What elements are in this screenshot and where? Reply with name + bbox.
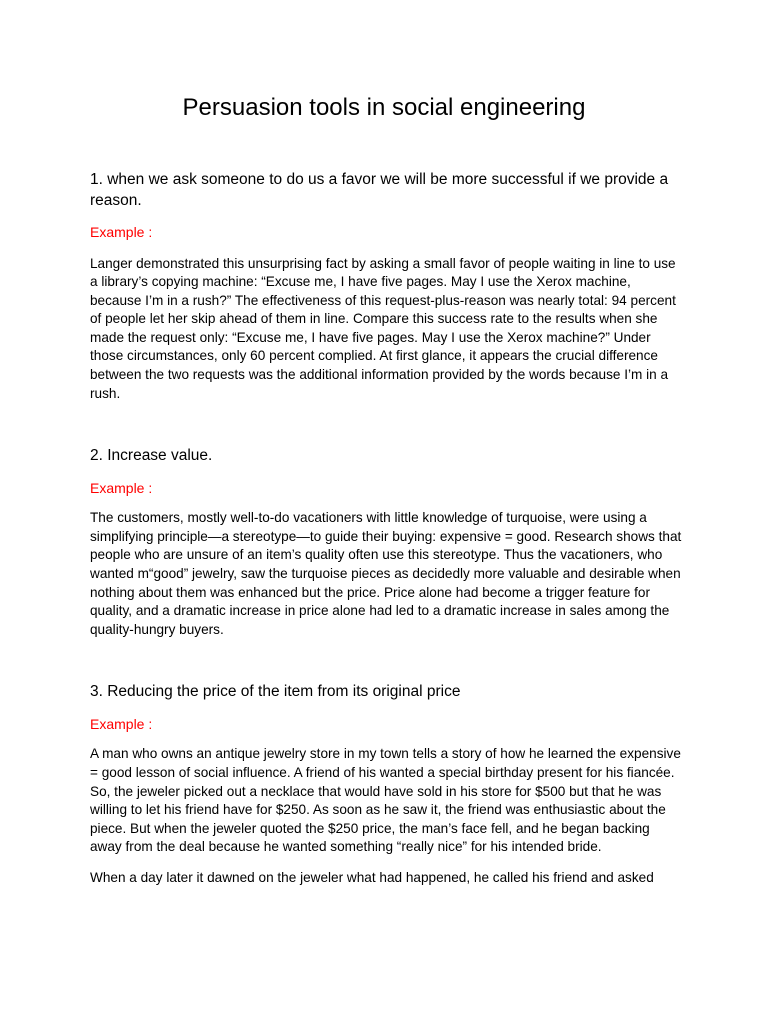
section-heading: 2. Increase value. bbox=[90, 447, 213, 465]
example-label: Example : bbox=[90, 479, 153, 496]
page-title: Persuasion tools in social engineering bbox=[182, 94, 586, 121]
paragraph: When a day later it dawned on the jeweler what had happened, he called his friend and asked bbox=[90, 869, 654, 885]
section-heading: 3. Reducing the price of the item from its original price bbox=[90, 683, 461, 701]
example-label: Example : bbox=[90, 715, 153, 732]
section-heading: 1. when we ask someone to do us a favor we will be more successful if we provide a reason. bbox=[90, 171, 669, 209]
paragraph: A man who owns an antique jewelry store in my town tells a story of how he learned the expensive = good lesson of social influence. A friend of his wanted a special birthday present for his fiancée. So, the jeweler picked out a necklace that would have sold in his store for $500 but that he was willing to let his friend have for $250. As soon as he saw it, the friend was enthusiastic about the piece. But when the jeweler quoted the $250 price, the man’s face fell, and he began backing away from the deal because he wanted something “really nice” for his intended bride. bbox=[90, 746, 681, 855]
paragraph: The customers, mostly well-to-do vacationers with little knowledge of turquoise, were using a simplifying principle—a stereotype—to guide their buying: expensive = good. Research shows that people who are unsure of an item’s quality often use this stereotype. Thus the vacationers, who wanted m“good” jewelry, saw the turquoise pieces as decidedly more valuable and desirable when nothing about them was enhanced but the price. Price alone had become a trigger feature for quality, and a dramatic increase in price alone had led to a dramatic increase in sales among the quality-hungry buyers. bbox=[90, 510, 682, 637]
document-body bbox=[90, 170, 682, 888]
example-label: Example : bbox=[90, 224, 153, 240]
paragraph: Langer demonstrated this unsurprising fact by asking a small favor of people waiting in line to use a library’s copying machine: “Excuse me, I have five pages. May I use the Xerox machine, because I’m in a rush?” The effectiveness of this request-plus-reason was nearly total: 94 percent of people let her skip ahead of them in line. Compare this success rate to the results when she made the request only: “Excuse me, I have five pages. May I use the Xerox machine?” Under those circumstances, only 60 percent complied. At first glance, it appears the crucial difference between the two requests was the additional information provided by the words because I’m in a rush. bbox=[90, 255, 676, 401]
